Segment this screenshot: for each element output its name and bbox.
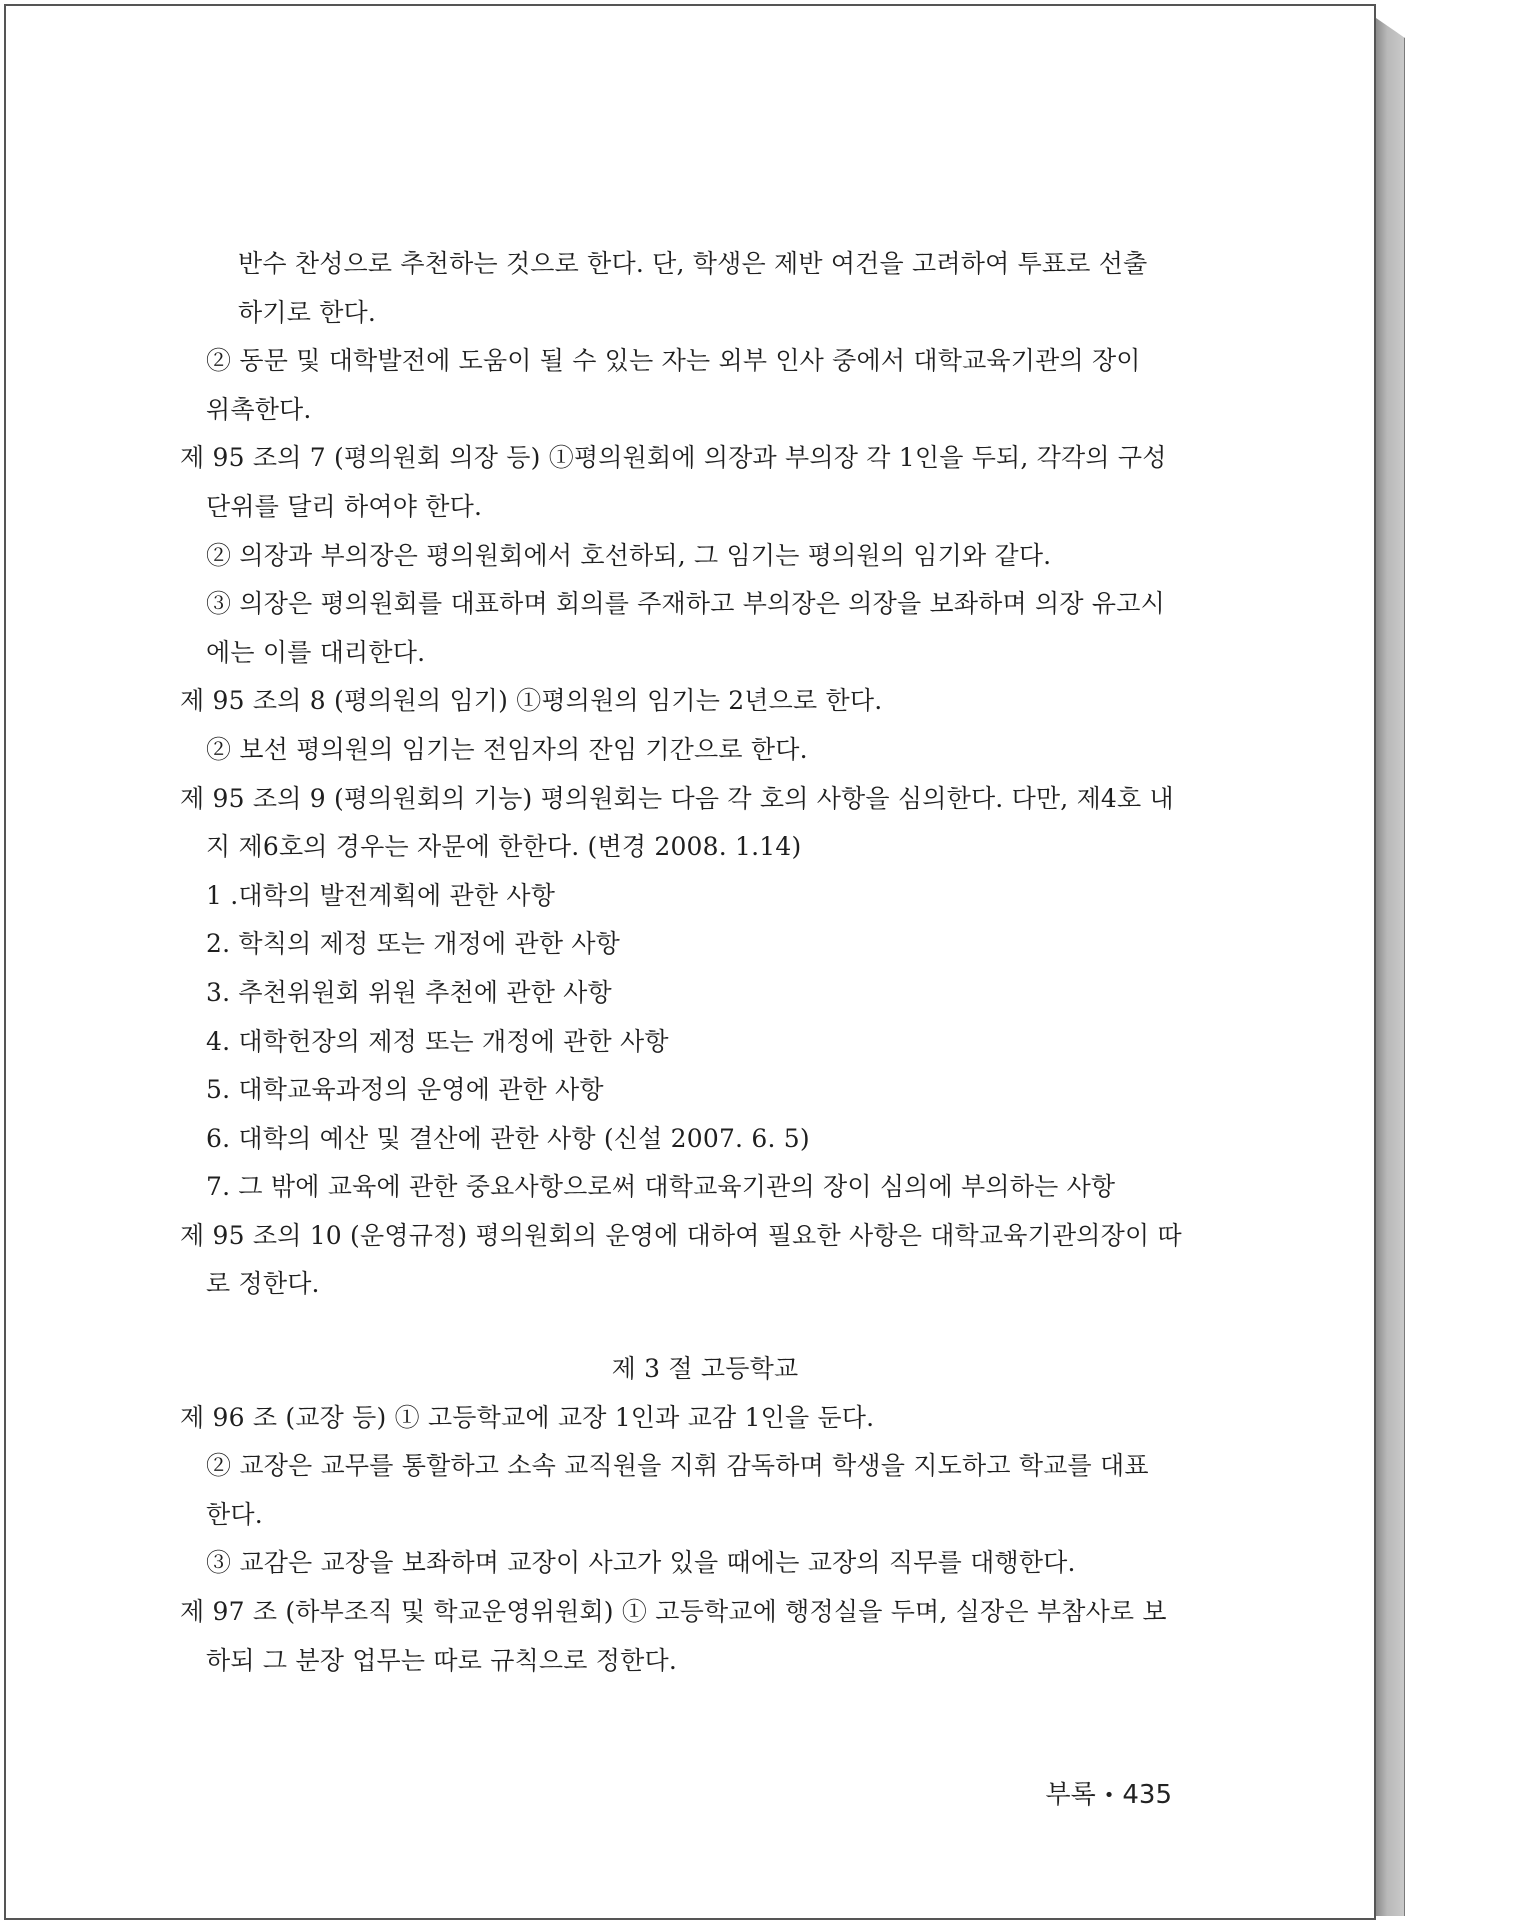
text-line: 5. 대학교육과정의 운영에 관한 사항 xyxy=(206,1075,604,1105)
text-line: 7. 그 밖에 교육에 관한 중요사항으로써 대학교육기관의 장이 심의에 부의하는 사항 xyxy=(206,1172,1116,1202)
article-line: 제 95 조의 8 (평의원의 임기) ①평의원의 임기는 2년으로 한다. xyxy=(180,686,883,716)
text-line: 4. 대학헌장의 제정 또는 개정에 관한 사항 xyxy=(206,1026,669,1056)
footer-bullet: • xyxy=(1103,1785,1115,1806)
text-line: 로 정한다. xyxy=(206,1269,320,1299)
book-edge xyxy=(1376,18,1405,1916)
text-line: ② 의장과 부의장은 평의원회에서 호선하되, 그 임기는 평의원의 임기와 같다. xyxy=(206,540,1052,570)
text-line: 하기로 한다. xyxy=(238,297,377,327)
text-line: 3. 추천위원회 위원 추천에 관한 사항 xyxy=(206,977,612,1007)
page-footer xyxy=(1046,1774,1173,1811)
text-line: ② 교장은 교무를 통할하고 소속 교직원을 지휘 감독하며 학생을 지도하고 학교를 대표 xyxy=(206,1451,1149,1481)
text-line: ② 보선 평의원의 임기는 전임자의 잔임 기간으로 한다. xyxy=(206,734,808,764)
text-line: 반수 찬성으로 추천하는 것으로 한다. 단, 학생은 제반 여건을 고려하여 투표로 선출 xyxy=(238,249,1148,278)
text-line: 6. 대학의 예산 및 결산에 관한 사항 (신설 2007. 6. 5) xyxy=(206,1123,810,1153)
text-line: 2. 학칙의 제정 또는 개정에 관한 사항 xyxy=(206,929,621,959)
text-line: 하되 그 분장 업무는 따로 규칙으로 정한다. xyxy=(206,1645,677,1675)
footer-section-label: 부록 xyxy=(1045,1780,1096,1810)
text-line: 지 제6호의 경우는 자문에 한한다. (변경 2008. 1.14) xyxy=(206,832,802,862)
text-line: 에는 이를 대리한다. xyxy=(206,637,426,667)
article-line: 제 95 조의 10 (운영규정) 평의원회의 운영에 대하여 필요한 사항은 대학교육기관의장이 따 xyxy=(180,1220,1182,1250)
page-number: 435 xyxy=(1122,1780,1172,1810)
text-line: 단위를 달리 하여야 한다. xyxy=(206,491,483,521)
page-body xyxy=(180,240,1182,1685)
text-line: ③ 의장은 평의원회를 대표하며 회의를 주재하고 부의장은 의장을 보좌하며 의장 유고시 xyxy=(206,589,1165,619)
text-line: 1 .대학의 발전계획에 관한 사항 xyxy=(206,880,556,910)
article-line: 제 95 조의 9 (평의원회의 기능) 평의원회는 다음 각 호의 사항을 심의한다. 다만, 제4호 내 xyxy=(180,783,1174,813)
text-line: 위촉한다. xyxy=(206,394,312,424)
article-line: 제 97 조 (하부조직 및 학교운영위원회) ① 고등학교에 행정실을 두며, 실장은 부참사로 보 xyxy=(180,1597,1167,1627)
text-line: ③ 교감은 교장을 보좌하며 교장이 사고가 있을 때에는 교장의 직무를 대행한다. xyxy=(206,1548,1076,1578)
article-line: 제 96 조 (교장 등) ① 고등학교에 교장 1인과 교감 1인을 둔다. xyxy=(180,1402,875,1432)
text-line: 한다. xyxy=(206,1499,263,1529)
section-heading: 제 3 절 고등학교 xyxy=(611,1354,799,1384)
article-line: 제 95 조의 7 (평의원회 의장 등) ①평의원회에 의장과 부의장 각 1인을 두되, 각각의 구성 xyxy=(180,443,1167,473)
text-line: ② 동문 및 대학발전에 도움이 될 수 있는 자는 외부 인사 중에서 대학교육기관의 장이 xyxy=(206,346,1141,376)
